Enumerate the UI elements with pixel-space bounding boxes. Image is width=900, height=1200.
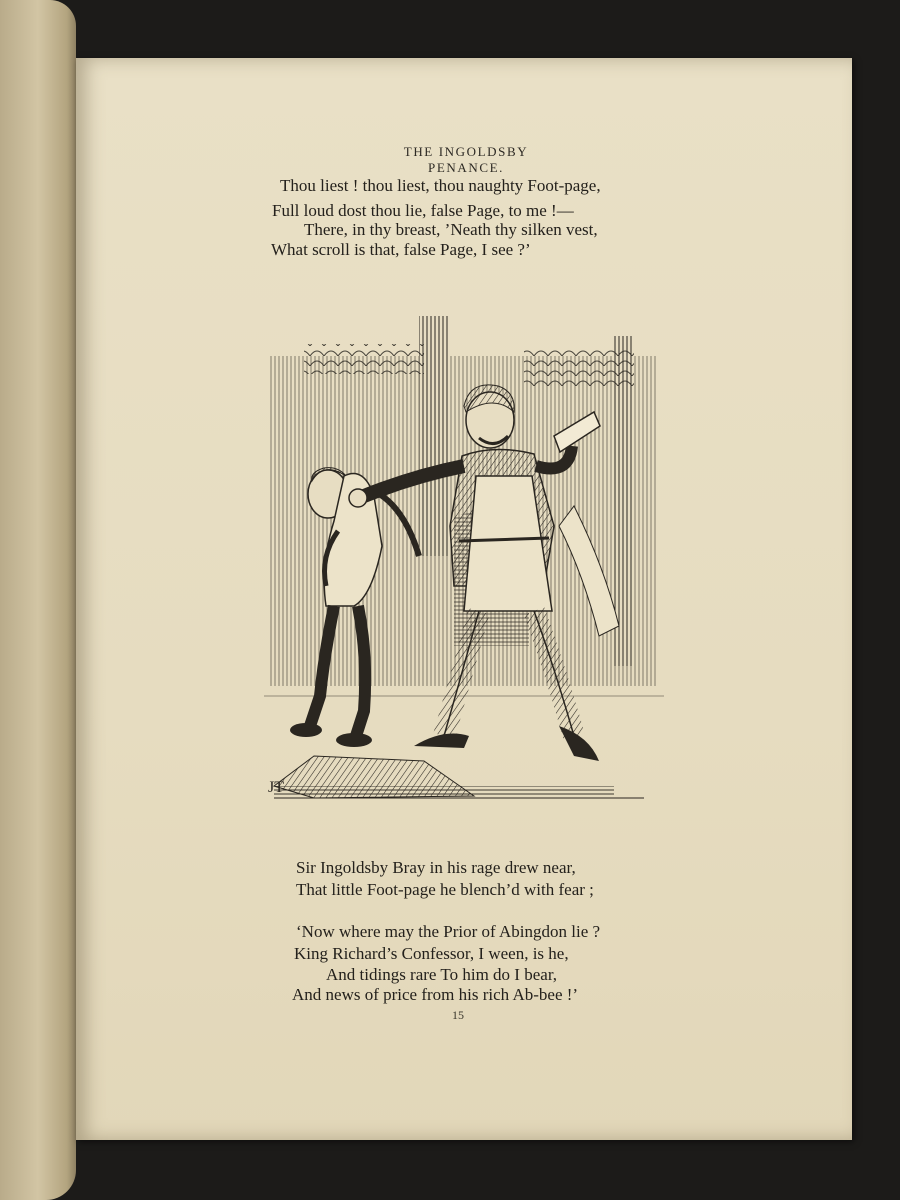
engraving-illustration (254, 316, 674, 806)
running-title: THE INGOLDSBY PENANCE. (403, 144, 529, 175)
verse-line: King Richard’s Confessor, I ween, is he, (294, 944, 569, 963)
verse-line: ‘Now where may the Prior of Abingdon lie ? (296, 922, 601, 941)
verse-line: That little Foot-page he blench’d with fear ; (296, 880, 594, 899)
verse-line: Full loud dost thou lie, false Page, to me !— (272, 201, 574, 220)
verse-line: Sir Ingoldsby Bray in his rage drew near, (296, 858, 576, 877)
verse-line: What scroll is that, false Page, I see ?’ (271, 240, 531, 259)
verse-line: And tidings rare To him do I bear, (326, 965, 558, 984)
verse-line: There, in thy breast, ’Neath thy silken vest, (304, 220, 598, 239)
artist-monogram: JT (268, 779, 284, 796)
left-page-edge (0, 0, 76, 1200)
verse-line: And news of price from his rich Ab-bee !’ (292, 985, 579, 1004)
book-page (76, 58, 852, 1140)
verse-line: Thou liest ! thou liest, thou naughty Foot-page, (280, 176, 601, 195)
page-number: 15 (452, 1008, 464, 1022)
